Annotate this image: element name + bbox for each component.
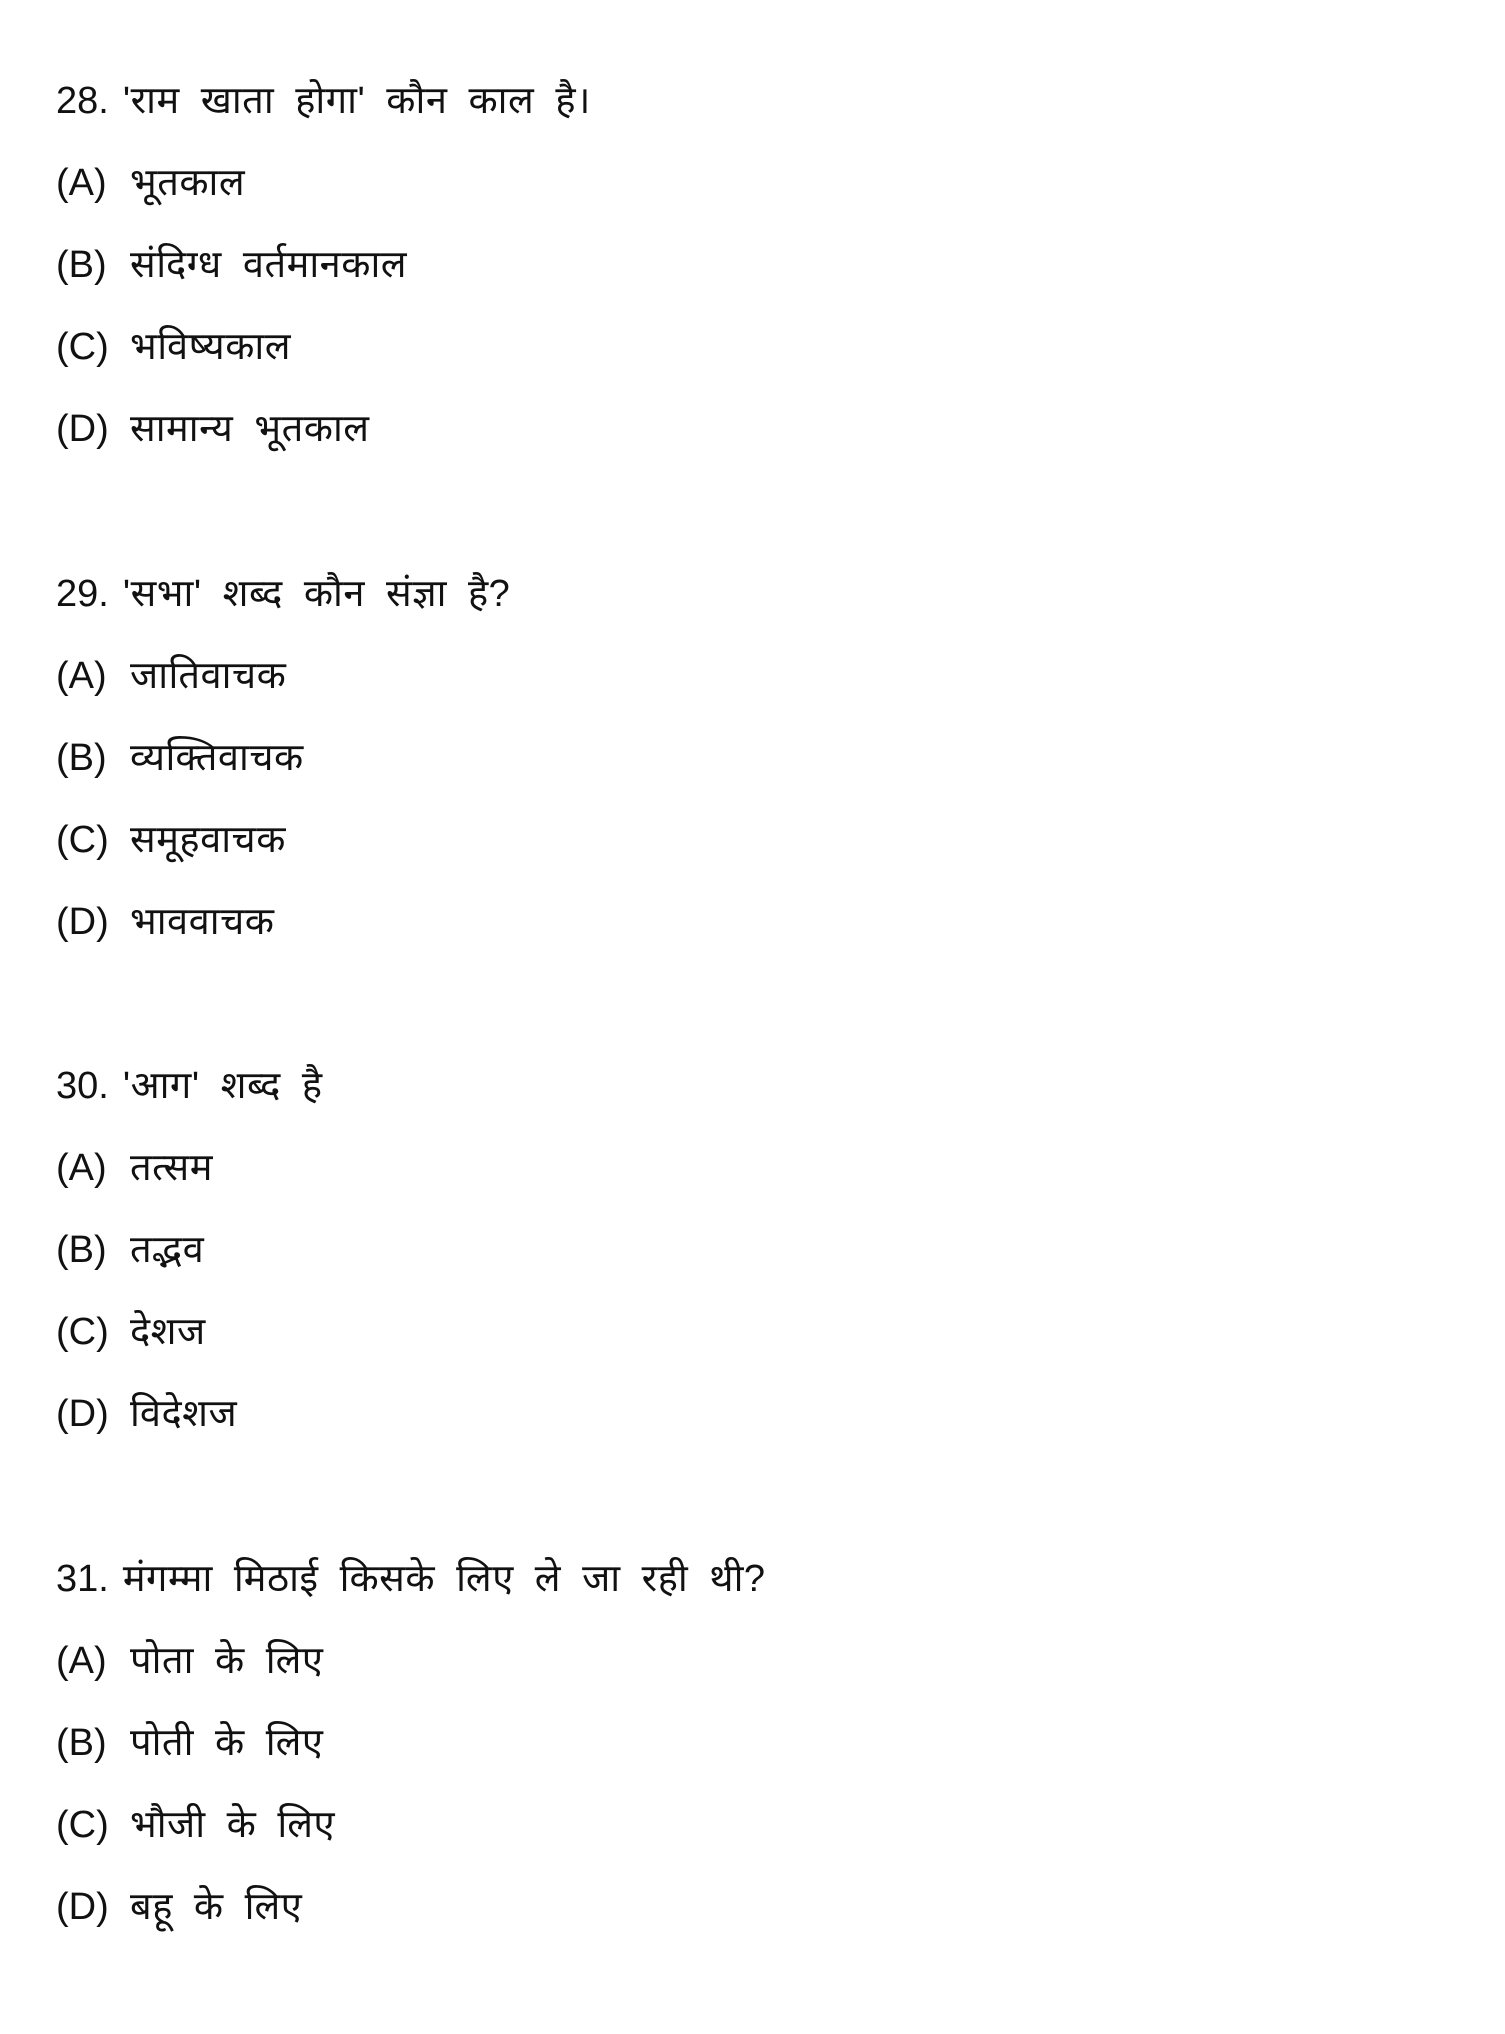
option-label: (A) — [56, 655, 107, 697]
option-c — [56, 799, 1456, 881]
option-label: (C) — [56, 819, 109, 861]
option-label: (C) — [56, 326, 109, 368]
question-text: 'सभा' शब्द कौन संज्ञा है? — [122, 573, 511, 615]
option-text: समूहवाचक — [130, 819, 286, 861]
option-d — [56, 388, 1456, 470]
option-d — [56, 1866, 1456, 1948]
option-c — [56, 306, 1456, 388]
option-a — [56, 1127, 1456, 1209]
option-label: (A) — [56, 1640, 107, 1682]
question-text: 'राम खाता होगा' कौन काल है। — [122, 80, 591, 122]
option-label: (D) — [56, 408, 109, 450]
option-text: तद्भव — [130, 1229, 205, 1271]
option-label: (D) — [56, 1886, 109, 1928]
option-b — [56, 717, 1456, 799]
option-text: व्यक्तिवाचक — [130, 737, 304, 779]
option-a — [56, 142, 1456, 224]
option-b — [56, 224, 1456, 306]
option-c — [56, 1784, 1456, 1866]
option-d — [56, 881, 1456, 963]
question-stem — [56, 60, 1456, 142]
option-text: पोती के लिए — [130, 1722, 324, 1764]
question-number: 31. — [56, 1558, 109, 1600]
option-label: (B) — [56, 737, 107, 779]
option-text: सामान्य भूतकाल — [130, 408, 370, 450]
option-text: भविष्यकाल — [130, 326, 292, 368]
question-31 — [56, 1538, 1456, 1948]
option-d — [56, 1373, 1456, 1455]
option-text: संदिग्ध वर्तमानकाल — [130, 244, 408, 286]
question-number: 29. — [56, 573, 109, 615]
option-label: (D) — [56, 901, 109, 943]
question-29 — [56, 553, 1456, 963]
question-stem — [56, 1538, 1456, 1620]
question-28 — [56, 60, 1456, 470]
option-text: पोता के लिए — [130, 1640, 324, 1682]
question-text: 'आग' शब्द है — [122, 1065, 323, 1107]
option-text: जातिवाचक — [130, 655, 287, 697]
question-stem — [56, 1045, 1456, 1127]
question-number: 28. — [56, 80, 109, 122]
option-label: (B) — [56, 1722, 107, 1764]
option-text: भाववाचक — [130, 901, 275, 943]
option-text: विदेशज — [130, 1393, 238, 1435]
option-text: देशज — [130, 1311, 206, 1353]
question-number: 30. — [56, 1065, 109, 1107]
option-b — [56, 1702, 1456, 1784]
option-label: (B) — [56, 1229, 107, 1271]
option-label: (C) — [56, 1311, 109, 1353]
option-text: भौजी के लिए — [130, 1804, 336, 1846]
option-text: भूतकाल — [130, 162, 246, 204]
option-a — [56, 635, 1456, 717]
question-30 — [56, 1045, 1456, 1455]
option-label: (B) — [56, 244, 107, 286]
option-c — [56, 1291, 1456, 1373]
option-label: (A) — [56, 1147, 107, 1189]
question-stem — [56, 553, 1456, 635]
option-b — [56, 1209, 1456, 1291]
option-label: (D) — [56, 1393, 109, 1435]
option-label: (C) — [56, 1804, 109, 1846]
option-a — [56, 1620, 1456, 1702]
question-text: मंगम्मा मिठाई किसके लिए ले जा रही थी? — [122, 1558, 766, 1600]
option-label: (A) — [56, 162, 107, 204]
option-text: बहू के लिए — [130, 1886, 303, 1928]
option-text: तत्सम — [130, 1147, 213, 1189]
